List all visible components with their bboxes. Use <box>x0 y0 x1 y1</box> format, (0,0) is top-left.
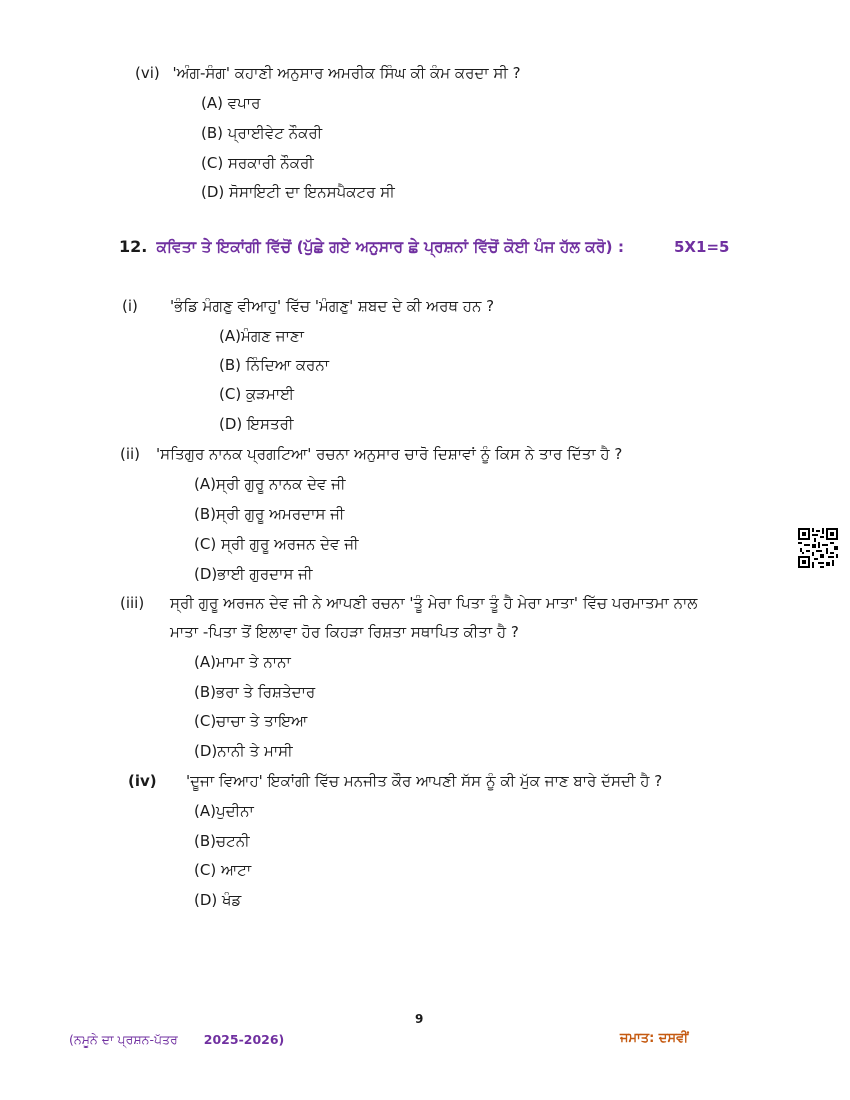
question-ii-text: 'ਸਤਿਗੁਰ ਨਾਨਕ ਪ੍ਰਗਟਿਆ' ਰਚਨਾ ਅਨੁਸਾਰ ਚਾਰੋ ਦਿਸ਼ਾਵਾਂ ਨੂੰ ਕਿਸ ਨੇ ਤਾਰ ਦਿੱਤਾ ਹੈ ? <box>156 445 623 463</box>
question-number: (i) <box>122 297 138 315</box>
option-b: (B) ਪ੍ਰਾਈਵੇਟ ਨੌਕਰੀ <box>201 124 323 142</box>
question-number: (iii) <box>120 594 145 612</box>
option-d: (D) ਸੋਸਾਇਟੀ ਦਾ ਇਨਸਪੈਕਟਰ ਸੀ <box>201 183 395 201</box>
section-marks: 5X1=5 <box>674 238 730 256</box>
option-c: (C) ਸ੍ਰੀ ਗੁਰੂ ਅਰਜਨ ਦੇਵ ਜੀ <box>194 535 359 553</box>
section-number: 12. <box>119 237 148 256</box>
page-number: 9 <box>415 1012 424 1026</box>
section-12-heading <box>119 237 624 257</box>
section-title: ਕਵਿਤਾ ਤੇ ਇਕਾਂਗੀ ਵਿੱਚੋਂ (ਪੁੱਛੇ ਗਏ ਅਨੁਸਾਰ ਛੇ ਪ੍ਰਸ਼ਨਾਂ ਵਿੱਚੋਂ ਕੋਈ ਪੰਜ ਹੱਲ ਕਰੋ) : <box>156 238 625 256</box>
question-number: (vi) <box>135 64 160 82</box>
option-b: (B)ਚਟਨੀ <box>194 832 250 850</box>
question-iii-line1: ਸ੍ਰੀ ਗੁਰੂ ਅਰਜਨ ਦੇਵ ਜੀ ਨੇ ਆਪਣੀ ਰਚਨਾ 'ਤੂੰ ਮੇਰਾ ਪਿਤਾ ਤੂੰ ਹੈ ਮੇਰਾ ਮਾਤਾ' ਵਿੱਚ ਪਰਮਾਤਮਾ ਨਾਲ <box>170 594 698 612</box>
option-a: (A)ਸ੍ਰੀ ਗੁਰੂ ਨਾਨਕ ਦੇਵ ਜੀ <box>194 475 346 493</box>
option-c: (C) ਸਰਕਾਰੀ ਨੌਕਰੀ <box>201 154 314 172</box>
option-b: (B)ਸ੍ਰੀ ਗੁਰੂ ਅਮਰਦਾਸ ਜੀ <box>194 505 345 523</box>
option-a: (A)ਮੰਗਣ ਜਾਣਾ <box>219 327 304 345</box>
footer-title: (ਨਮੂਨੇ ਦਾ ਪ੍ਰਸ਼ਨ-ਪੱਤਰ <box>69 1032 178 1047</box>
question-number: (ii) <box>120 445 141 463</box>
question-iii-line2: ਮਾਤਾ -ਪਿਤਾ ਤੋਂ ਇਲਾਵਾ ਹੋਰ ਕਿਹੜਾ ਰਿਸ਼ਤਾ ਸਥਾਪਿਤ ਕੀਤਾ ਹੈ ? <box>170 623 519 641</box>
question-i-text: 'ਭੰਡਿ ਮੰਗਣੁ ਵੀਆਹੁ' ਵਿੱਚ 'ਮੰਗਣੁ' ਸ਼ਬਦ ਦੇ ਕੀ ਅਰਥ ਹਨ ? <box>170 297 495 315</box>
option-b: (B) ਨਿੰਦਿਆ ਕਰਨਾ <box>219 356 330 374</box>
question-vi <box>135 64 521 82</box>
option-a: (A)ਪੁਦੀਨਾ <box>194 802 254 820</box>
option-d: (D)ਭਾਈ ਗੁਰਦਾਸ ਜੀ <box>194 565 313 583</box>
option-a: (A) ਵਪਾਰ <box>201 94 261 112</box>
footer-class: ਜਮਾਤ: ਦਸਵੀਂ <box>620 1031 689 1046</box>
qr-code-icon <box>798 528 838 568</box>
footer-year: 2025-2026) <box>203 1032 285 1047</box>
option-b: (B)ਭਰਾ ਤੇ ਰਿਸ਼ਤੇਦਾਰ <box>194 683 316 701</box>
option-c: (C)ਚਾਚਾ ਤੇ ਤਾਇਆ <box>194 712 308 730</box>
question-text: 'ਅੰਗ-ਸੰਗ' ਕਹਾਣੀ ਅਨੁਸਾਰ ਅਮਰੀਕ ਸਿੰਘ ਕੀ ਕੰਮ ਕਰਦਾ ਸੀ ? <box>172 64 521 82</box>
option-c: (C) ਕੁੜਮਾਈ <box>219 385 295 403</box>
option-a: (A)ਮਾਮਾ ਤੇ ਨਾਨਾ <box>194 653 291 671</box>
question-iv-text: 'ਦੂਜਾ ਵਿਆਹ' ਇਕਾਂਗੀ ਵਿੱਚ ਮਨਜੀਤ ਕੌਰ ਆਪਣੀ ਸੱਸ ਨੂੰ ਕੀ ਮੁੱਕ ਜਾਣ ਬਾਰੇ ਦੱਸਦੀ ਹੈ ? <box>186 772 663 790</box>
question-number: (iv) <box>128 772 157 790</box>
option-c: (C) ਆਟਾ <box>194 861 252 879</box>
footer-left <box>69 1032 284 1048</box>
option-d: (D)ਨਾਨੀ ਤੇ ਮਾਸੀ <box>194 742 293 760</box>
option-d: (D) ਇਸਤਰੀ <box>219 415 294 433</box>
option-d: (D) ਖੰਡ <box>194 891 242 909</box>
